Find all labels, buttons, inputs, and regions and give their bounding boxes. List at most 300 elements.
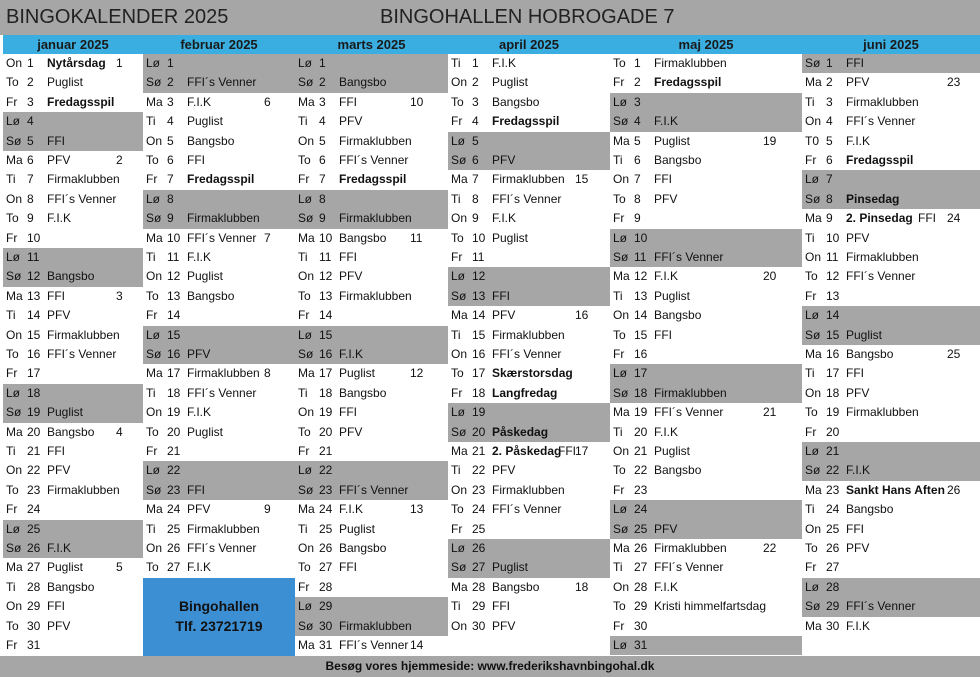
weekday-label: To: [298, 288, 311, 303]
day-number: 26: [27, 541, 41, 555]
event-label: Puglist: [492, 560, 529, 575]
weekday-label: Fr: [451, 250, 463, 264]
day-number: 9: [826, 211, 833, 226]
weekday-label: On: [298, 541, 315, 555]
day-number: 23: [634, 482, 648, 497]
weekday-label: Fr: [146, 444, 158, 458]
week-number: 17: [575, 444, 589, 458]
day-number: 8: [634, 191, 641, 206]
event-label: FFI´s Venner: [846, 114, 916, 129]
event-label: FFI´s Venner: [846, 599, 916, 614]
day-number: 6: [167, 153, 174, 167]
event-label: PFV: [846, 230, 870, 245]
event-label: Bangsbo: [339, 385, 387, 400]
day-number: 27: [634, 560, 648, 575]
day-number: 30: [472, 618, 486, 633]
weekday-label: Fr: [6, 94, 18, 109]
day-number: 16: [319, 347, 333, 361]
day-row: [3, 209, 143, 228]
venue-title: BINGOHALLEN HOBROGADE 7: [380, 6, 675, 28]
day-row: [143, 481, 295, 500]
day-number: 3: [826, 94, 833, 109]
day-row: [295, 190, 448, 209]
event-label: FFI´s Venner: [339, 638, 409, 652]
weekday-label: On: [451, 75, 468, 90]
week-number: 24: [947, 211, 961, 226]
event-label: Firmaklubben: [47, 482, 120, 497]
day-number: 28: [634, 579, 648, 594]
day-number: 19: [167, 405, 181, 420]
weekday-label: Ti: [6, 444, 16, 458]
weekday-label: Lø: [613, 94, 628, 109]
weekday-label: Ti: [805, 230, 815, 245]
day-number: 13: [634, 288, 648, 303]
weekday-label: Lø: [451, 133, 466, 148]
day-row: [295, 442, 448, 461]
event-label: PFV: [492, 618, 516, 633]
weekday-label: Lø: [6, 521, 21, 536]
weekday-label: Lø: [146, 191, 161, 206]
weekday-label: On: [6, 56, 23, 70]
day-number: 21: [634, 444, 648, 458]
weekday-label: Ma: [805, 75, 822, 90]
day-number: 15: [826, 327, 840, 342]
day-number: 11: [319, 250, 332, 264]
day-number: 9: [27, 211, 34, 226]
day-number: 21: [472, 444, 486, 458]
weekday-label: Lø: [805, 172, 820, 187]
day-row: [3, 112, 143, 131]
weekday-label: To: [805, 269, 818, 284]
day-number: 6: [826, 153, 833, 167]
week-number: 25: [947, 347, 961, 361]
day-number: 2: [167, 75, 174, 90]
day-number: 2: [319, 75, 326, 90]
weekday-label: Sø: [613, 521, 629, 536]
weekday-label: To: [451, 230, 464, 245]
event-label: Firmaklubben: [492, 482, 565, 497]
weekday-label: Sø: [146, 75, 162, 90]
weekday-label: To: [6, 211, 19, 226]
day-number: 18: [472, 385, 486, 400]
weekday-label: Sø: [805, 191, 821, 206]
weekday-label: Fr: [613, 482, 625, 497]
weekday-label: Ma: [805, 618, 822, 633]
day-row: [143, 306, 295, 325]
weekday-label: Ti: [805, 94, 815, 109]
event-label: Firmaklubben: [47, 172, 120, 187]
day-row: [295, 54, 448, 73]
event-label: Bangsbo: [187, 288, 235, 303]
weekday-label: To: [146, 153, 159, 167]
weekday-label: To: [146, 424, 159, 439]
day-row: [3, 306, 143, 325]
day-number: 24: [634, 502, 648, 517]
event-label: Puglist: [187, 114, 224, 129]
weekday-label: To: [613, 191, 626, 206]
month-name: april 2025: [499, 37, 559, 52]
event-label: FFI: [339, 250, 357, 264]
weekday-label: Ti: [805, 366, 815, 381]
day-number: 20: [634, 424, 648, 439]
day-number: 5: [319, 133, 326, 148]
weekday-label: Sø: [6, 541, 22, 555]
event-label: FFI´s Venner: [654, 250, 724, 264]
day-row: [143, 93, 295, 112]
event-label: Puglist: [47, 560, 84, 575]
event-label: F.I.K: [846, 618, 871, 633]
day-number: 4: [826, 114, 833, 129]
event-label-secondary: FFI: [918, 211, 936, 226]
day-number: 17: [167, 366, 181, 381]
day-number: 18: [167, 385, 181, 400]
weekday-label: Fr: [6, 502, 18, 517]
event-label: F.I.K: [187, 405, 212, 420]
event-label: Bangsbo: [846, 502, 894, 517]
weekday-label: Sø: [805, 463, 821, 478]
day-number: 26: [826, 541, 840, 555]
day-number: 11: [634, 250, 647, 264]
week-number: 1: [116, 56, 123, 70]
weekday-label: Ti: [6, 579, 16, 594]
event-label: Puglist: [846, 327, 883, 342]
weekday-label: On: [146, 133, 163, 148]
day-row: [3, 132, 143, 151]
day-number: 14: [634, 308, 648, 323]
day-number: 2: [27, 75, 34, 90]
weekday-label: Lø: [805, 444, 820, 458]
weekday-label: To: [451, 366, 464, 381]
day-number: 17: [27, 366, 41, 381]
day-number: 19: [319, 405, 333, 420]
day-number: 20: [167, 424, 181, 439]
weekday-label: On: [6, 599, 23, 614]
weekday-label: To: [146, 560, 159, 575]
event-label: FFI´s Venner: [339, 153, 409, 167]
day-number: 13: [167, 288, 181, 303]
day-number: 29: [472, 599, 486, 614]
day-row: [295, 248, 448, 267]
week-number: 10: [410, 94, 424, 109]
event-label: Puglist: [47, 75, 84, 90]
day-number: 28: [472, 579, 486, 594]
weekday-label: Ti: [298, 250, 308, 264]
weekday-label: On: [613, 172, 630, 187]
event-label: FFI´s Venner: [492, 347, 562, 361]
day-number: 12: [167, 269, 181, 284]
weekday-label: On: [613, 444, 630, 458]
event-label: Bangsbo: [339, 75, 387, 90]
event-label: FFI: [339, 560, 357, 575]
day-number: 24: [826, 502, 840, 517]
weekday-label: Fr: [613, 347, 625, 361]
event-label: Pinsedag: [846, 191, 900, 206]
day-number: 8: [472, 191, 479, 206]
event-label: PFV: [339, 114, 363, 129]
day-number: 17: [634, 366, 648, 381]
day-number: 12: [27, 269, 41, 284]
day-row: [143, 345, 295, 364]
weekday-label: Lø: [146, 463, 161, 478]
weekday-label: Ti: [451, 327, 461, 342]
day-number: 4: [634, 114, 641, 129]
event-label: Firmaklubben: [187, 366, 260, 381]
weekday-label: Ti: [146, 385, 156, 400]
weekday-label: On: [146, 405, 163, 420]
weekday-label: Sø: [6, 269, 22, 284]
weekday-label: Lø: [6, 250, 21, 264]
day-number: 5: [472, 133, 479, 148]
day-row: [295, 558, 448, 577]
weekday-label: To: [146, 288, 159, 303]
weekday-label: Sø: [6, 405, 22, 420]
weekday-label: On: [613, 579, 630, 594]
day-number: 10: [27, 230, 41, 245]
weekday-label: Ma: [146, 94, 163, 109]
event-label: F.I.K: [187, 94, 212, 109]
weekday-label: On: [146, 541, 163, 555]
event-label: Firmaklubben: [654, 385, 727, 400]
weekday-label: On: [451, 482, 468, 497]
day-number: 15: [634, 327, 648, 342]
day-number: 22: [634, 463, 648, 478]
event-label: F.I.K: [492, 56, 517, 70]
day-row: [295, 403, 448, 422]
day-number: 3: [634, 94, 641, 109]
day-number: 1: [472, 56, 479, 70]
event-label: PFV: [47, 618, 71, 633]
event-label: Påskedag: [492, 424, 549, 439]
day-row: [3, 520, 143, 539]
event-label: Nytårsdag: [47, 56, 106, 70]
day-number: 12: [472, 269, 486, 284]
weekday-label: Sø: [298, 618, 314, 633]
day-number: 3: [27, 94, 34, 109]
weekday-label: Ma: [613, 541, 630, 555]
event-label: FFI´s Venner: [339, 482, 409, 497]
weekday-label: Fr: [146, 172, 158, 187]
event-label: Fredagsspil: [339, 172, 407, 187]
day-number: 14: [319, 308, 333, 323]
event-label: Fredagsspil: [47, 94, 115, 109]
event-label: FFI: [47, 288, 65, 303]
event-label: PFV: [47, 153, 71, 167]
contact-name: Bingohallen: [178, 598, 260, 614]
event-label: FFI: [492, 599, 510, 614]
day-number: 21: [27, 444, 41, 458]
weekday-label: Fr: [613, 618, 625, 633]
weekday-label: Ma: [298, 366, 315, 381]
week-number: 4: [116, 424, 123, 439]
event-label: FFI´s Venner: [47, 347, 117, 361]
day-row: [295, 423, 448, 442]
weekday-label: Sø: [298, 347, 314, 361]
event-label: FFI´s Venner: [492, 502, 562, 517]
event-label: Langfredag: [492, 385, 558, 400]
weekday-label: To: [451, 94, 464, 109]
day-number: 9: [319, 211, 326, 226]
event-label: F.I.K: [654, 579, 679, 594]
weekday-label: Fr: [613, 75, 625, 90]
weekday-label: Ma: [805, 482, 822, 497]
day-number: 6: [472, 153, 479, 167]
day-number: 9: [634, 211, 641, 226]
day-number: 22: [826, 463, 840, 478]
weekday-label: On: [451, 211, 468, 226]
event-label: FFI´s Venner: [846, 269, 916, 284]
day-number: 15: [167, 327, 181, 342]
day-number: 15: [472, 327, 486, 342]
day-number: 19: [634, 405, 648, 420]
event-label: Bangsbo: [654, 463, 702, 478]
weekday-label: To: [6, 482, 19, 497]
event-label: FFI: [654, 172, 672, 187]
weekday-label: Ti: [451, 191, 461, 206]
day-number: 15: [319, 327, 333, 342]
day-number: 25: [634, 521, 648, 536]
day-number: 1: [826, 56, 833, 70]
day-row: [143, 558, 295, 577]
event-label: FFI: [654, 327, 672, 342]
day-number: 19: [472, 405, 486, 420]
event-label: Bangsbo: [47, 424, 95, 439]
weekday-label: Fr: [146, 308, 158, 323]
day-row: [295, 597, 448, 616]
day-number: 11: [167, 250, 180, 264]
event-label: F.I.K: [339, 347, 364, 361]
weekday-label: Sø: [298, 211, 314, 226]
event-label: PFV: [654, 191, 678, 206]
weekday-label: Ma: [613, 269, 630, 284]
day-row: [3, 461, 143, 480]
day-number: 3: [319, 94, 326, 109]
day-number: 12: [634, 269, 648, 284]
day-number: 20: [826, 424, 840, 439]
event-label: Bangsbo: [339, 230, 387, 245]
weekday-label: To: [613, 327, 626, 342]
day-number: 9: [472, 211, 479, 226]
contact-box: [143, 578, 295, 656]
event-label: Puglist: [187, 269, 224, 284]
event-label: F.I.K: [654, 424, 679, 439]
event-label: FFI´s Venner: [654, 405, 724, 420]
day-number: 1: [634, 56, 641, 70]
weekday-label: Fr: [6, 230, 18, 245]
event-label: Puglist: [47, 405, 84, 420]
weekday-label: Sø: [805, 327, 821, 342]
week-number: 20: [763, 269, 777, 284]
day-number: 13: [27, 288, 41, 303]
day-number: 18: [319, 385, 333, 400]
weekday-label: Fr: [613, 211, 625, 226]
weekday-label: Sø: [451, 560, 467, 575]
day-number: 18: [27, 385, 41, 400]
event-label: Puglist: [492, 230, 529, 245]
day-number: 11: [826, 250, 839, 264]
weekday-label: Lø: [298, 599, 313, 614]
event-label: Bangsbo: [47, 579, 95, 594]
day-number: 31: [634, 638, 648, 652]
week-number: 9: [264, 502, 271, 517]
day-number: 16: [167, 347, 181, 361]
weekday-label: Ti: [146, 114, 156, 129]
day-number: 23: [472, 482, 486, 497]
event-label: Firmaklubben: [339, 211, 412, 226]
event-label: Puglist: [654, 444, 691, 458]
weekday-label: To: [613, 463, 626, 478]
day-number: 7: [27, 172, 34, 187]
day-row: [143, 461, 295, 480]
day-number: 13: [319, 288, 333, 303]
weekday-label: Lø: [451, 269, 466, 284]
weekday-label: To: [451, 502, 464, 517]
event-label: FFI: [47, 133, 65, 148]
day-number: 2: [826, 75, 833, 90]
day-number: 29: [319, 599, 333, 614]
day-number: 22: [472, 463, 486, 478]
day-number: 26: [319, 541, 333, 555]
event-label: PFV: [47, 308, 71, 323]
event-label: FFI: [47, 444, 65, 458]
weekday-label: Ti: [613, 424, 623, 439]
day-number: 25: [167, 521, 181, 536]
event-label: FFI´s Venner: [187, 541, 257, 555]
weekday-label: On: [451, 618, 468, 633]
website-link[interactable]: Besøg vores hjemmeside: www.frederikshavnbingohal.dk: [325, 659, 655, 673]
day-number: 23: [167, 482, 181, 497]
weekday-label: T0: [805, 133, 820, 148]
weekday-label: On: [805, 385, 822, 400]
title-bar: [0, 0, 980, 35]
day-number: 18: [826, 385, 840, 400]
day-row: [295, 578, 448, 597]
day-number: 6: [319, 153, 326, 167]
day-row: [295, 93, 448, 112]
day-row: [3, 617, 143, 636]
day-number: 10: [472, 230, 486, 245]
day-number: 25: [319, 521, 333, 536]
weekday-label: Sø: [613, 250, 629, 264]
weekday-label: Lø: [298, 327, 313, 342]
event-label: Sankt Hans Aften: [846, 482, 945, 497]
day-number: 20: [319, 424, 333, 439]
event-label: FFI: [339, 94, 357, 109]
day-number: 26: [634, 541, 648, 555]
weekday-label: Ti: [613, 288, 623, 303]
weekday-label: Ma: [613, 133, 630, 148]
event-label: Firmaklubben: [339, 618, 412, 633]
day-number: 16: [472, 347, 486, 361]
event-label: Bangsbo: [47, 269, 95, 284]
event-label: F.I.K: [187, 250, 212, 264]
day-number: 16: [826, 347, 840, 361]
day-number: 24: [319, 502, 333, 517]
day-number: 25: [27, 521, 41, 536]
event-label: Bangsbo: [654, 153, 702, 167]
event-label: Firmaklubben: [654, 56, 727, 70]
weekday-label: Ti: [146, 521, 156, 536]
day-number: 17: [826, 366, 840, 381]
weekday-label: On: [6, 327, 23, 342]
footer-bar: [0, 656, 980, 677]
day-number: 4: [472, 114, 479, 129]
day-number: 2: [634, 75, 641, 90]
event-label: FFI´s Venner: [187, 385, 257, 400]
day-number: 10: [634, 230, 648, 245]
week-number: 7: [264, 230, 271, 245]
weekday-label: Ma: [298, 94, 315, 109]
day-number: 29: [27, 599, 41, 614]
